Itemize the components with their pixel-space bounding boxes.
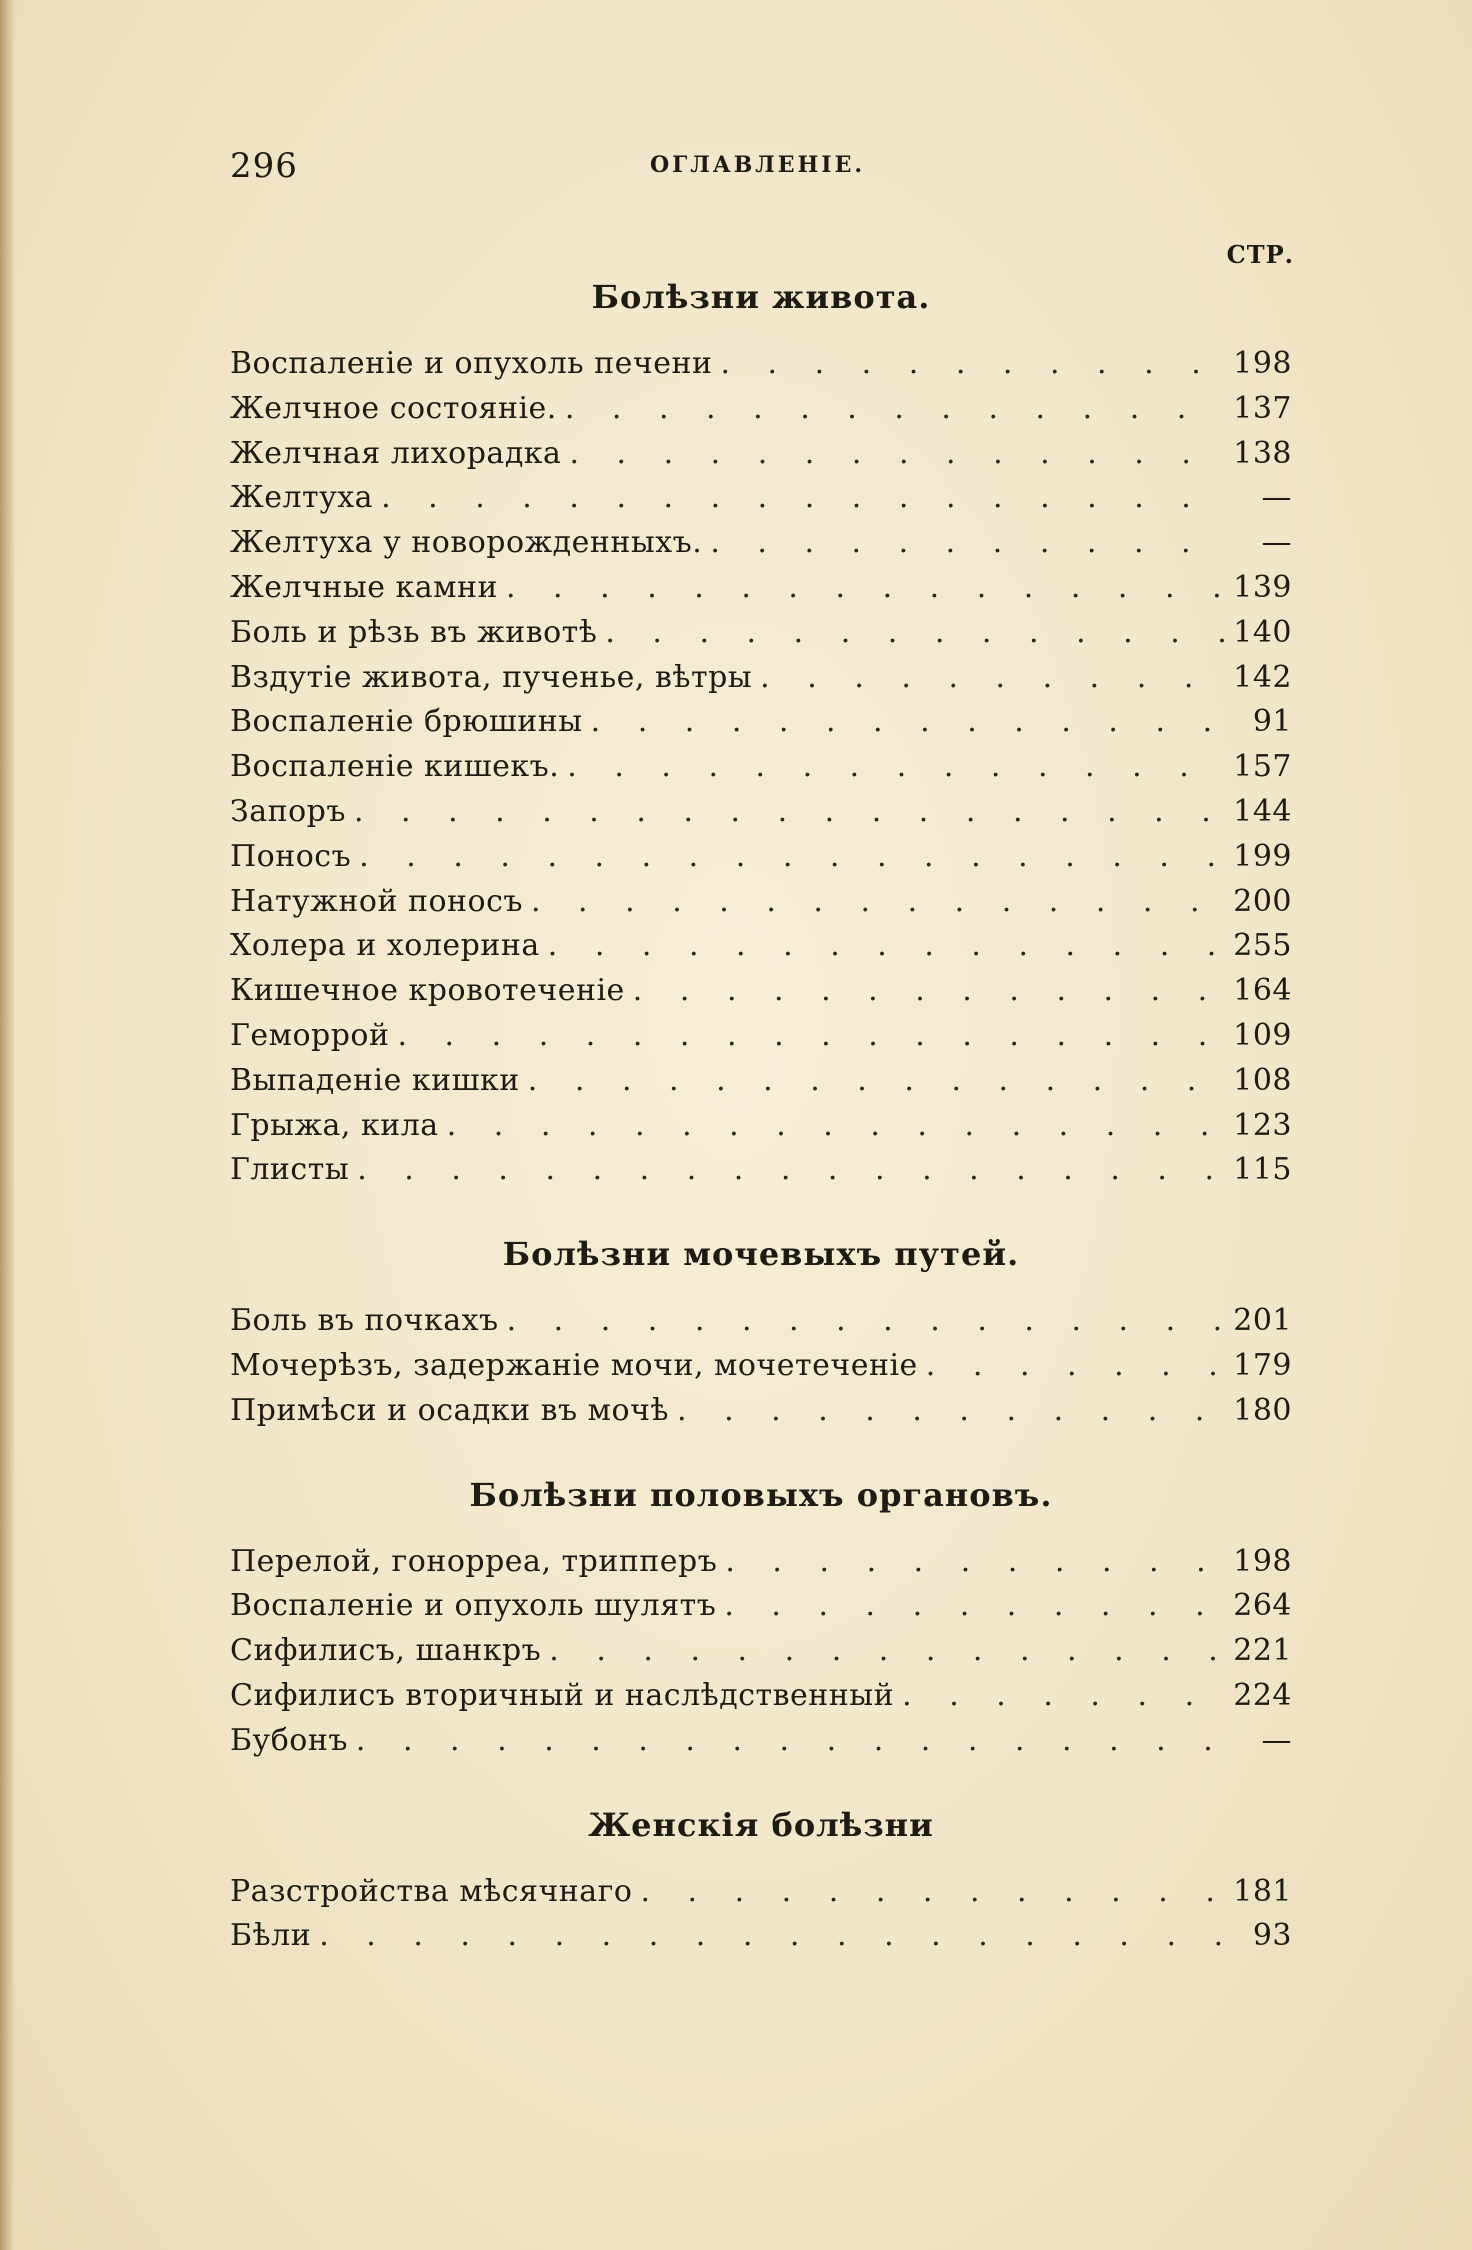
entry-label: Вздутіе живота, пученье, вѣтры xyxy=(230,659,753,695)
dot-leader xyxy=(528,1059,1225,1104)
entry-page: 139 xyxy=(1233,569,1292,605)
entry-label: Бубонъ xyxy=(230,1722,348,1758)
entry-label: Воспаленіе брюшины xyxy=(230,704,583,740)
entry-label: Желтуха у новорожденныхъ. xyxy=(230,525,703,561)
toc-entry xyxy=(230,1059,1292,1104)
entry-page: 264 xyxy=(1233,1588,1292,1624)
entry-page: 137 xyxy=(1233,390,1292,426)
entry-label: Бѣли xyxy=(230,1918,312,1954)
entry-label: Боль и рѣзь въ животѣ xyxy=(230,614,598,650)
entry-page: 181 xyxy=(1233,1873,1292,1909)
dot-leader xyxy=(605,611,1225,656)
toc-entry xyxy=(230,611,1292,656)
dot-leader xyxy=(565,387,1225,432)
dot-leader xyxy=(725,1540,1225,1585)
entry-page: 201 xyxy=(1233,1303,1292,1339)
section-title: Женскія болѣзни xyxy=(588,1805,934,1844)
entry-label: Сифилисъ вторичный и наслѣдственный xyxy=(230,1677,895,1713)
entry-label: Холера и холерина xyxy=(230,928,540,964)
entry-page: 200 xyxy=(1233,883,1292,919)
toc-entry xyxy=(230,924,1292,969)
toc-entry xyxy=(230,1148,1292,1193)
toc-entry xyxy=(230,880,1292,925)
entry-page: 108 xyxy=(1233,1062,1292,1098)
entry-page: 93 xyxy=(1252,1918,1292,1954)
dot-leader xyxy=(531,880,1225,925)
dot-leader xyxy=(447,1104,1226,1149)
entry-page: 164 xyxy=(1233,973,1292,1009)
entry-page: — xyxy=(1261,1722,1292,1758)
toc-entry xyxy=(230,1299,1292,1344)
entry-label: Желчные камни xyxy=(230,569,498,605)
dot-leader xyxy=(507,1299,1226,1344)
entry-page: — xyxy=(1261,480,1292,516)
toc-entry xyxy=(230,476,1292,521)
running-title: ОГЛАВЛЕНІЕ. xyxy=(649,152,866,178)
entry-label: Мочерѣзъ, задержаніе мочи, мочетеченіе xyxy=(230,1347,918,1383)
toc-entry xyxy=(230,1719,1292,1764)
dot-leader xyxy=(548,924,1225,969)
dot-leader xyxy=(724,1584,1225,1629)
entry-label: Запоръ xyxy=(230,793,346,829)
entry-label: Натужной поносъ xyxy=(230,883,523,919)
toc-entry xyxy=(230,1540,1292,1585)
toc-section xyxy=(230,1460,1292,1764)
entry-label: Воспаленіе кишекъ. xyxy=(230,749,560,785)
toc-entry xyxy=(230,342,1292,387)
entry-label: Разстройства мѣсячнаго xyxy=(230,1873,633,1909)
dot-leader xyxy=(359,835,1225,880)
dot-leader xyxy=(397,1014,1225,1059)
binding-edge xyxy=(0,0,14,2250)
dot-leader xyxy=(319,1914,1228,1959)
entry-page: 115 xyxy=(1233,1152,1292,1188)
entry-label: Сифилисъ, шанкръ xyxy=(230,1633,542,1669)
toc-entry xyxy=(230,521,1292,566)
entry-page: 157 xyxy=(1233,749,1292,785)
entry-page: 142 xyxy=(1233,659,1292,695)
section-title: Болѣзни половыхъ органовъ. xyxy=(469,1475,1053,1514)
dot-leader xyxy=(720,342,1225,387)
entry-page: 109 xyxy=(1233,1017,1292,1053)
entry-page: 91 xyxy=(1252,704,1292,740)
dot-leader xyxy=(357,1148,1225,1193)
toc-entry xyxy=(230,387,1292,432)
entry-page: — xyxy=(1261,525,1292,561)
entry-page: 123 xyxy=(1233,1107,1292,1143)
dot-leader xyxy=(677,1389,1225,1434)
toc-section xyxy=(230,262,1292,1193)
toc-entry xyxy=(230,1389,1292,1434)
entry-page: 198 xyxy=(1233,346,1292,381)
dot-leader xyxy=(506,566,1225,611)
entry-label: Кишечное кровотеченіе xyxy=(230,973,625,1009)
entry-label: Примѣси и осадки въ мочѣ xyxy=(230,1392,669,1428)
toc-section xyxy=(230,1790,1292,1960)
table-of-contents xyxy=(230,262,1292,1959)
dot-leader xyxy=(354,790,1225,835)
toc-entry xyxy=(230,1014,1292,1059)
entry-page: 144 xyxy=(1233,793,1292,829)
entry-page: 138 xyxy=(1233,435,1292,471)
toc-entry xyxy=(230,1914,1292,1959)
toc-entry xyxy=(230,790,1292,835)
entry-page: 180 xyxy=(1233,1392,1292,1428)
entry-label: Воспаленіе и опухоль шулятъ xyxy=(230,1588,717,1624)
toc-entry xyxy=(230,1344,1292,1389)
page-column-label: СТР. xyxy=(1226,240,1294,269)
entry-label: Геморрой xyxy=(230,1017,390,1053)
entry-label: Перелой, гонорреа, трипперъ xyxy=(230,1543,718,1579)
entry-page: 255 xyxy=(1233,928,1292,964)
entry-label: Глисты xyxy=(230,1152,350,1188)
dot-leader xyxy=(633,969,1225,1014)
toc-entry xyxy=(230,1674,1292,1719)
toc-entry xyxy=(230,1584,1292,1629)
entry-label: Воспаленіе и опухоль печени xyxy=(230,346,713,381)
entry-label: Выпаденіе кишки xyxy=(230,1062,520,1098)
entry-page: 140 xyxy=(1233,614,1292,650)
entry-label: Желчная лихорадка xyxy=(230,435,562,471)
entry-label: Желтуха xyxy=(230,480,374,516)
dot-leader xyxy=(569,432,1225,477)
entry-page: 198 xyxy=(1233,1543,1292,1579)
entry-page: 224 xyxy=(1233,1677,1292,1713)
section-title: Болѣзни живота. xyxy=(591,278,931,316)
entry-page: 199 xyxy=(1233,838,1292,874)
dot-leader xyxy=(591,700,1228,745)
dot-leader xyxy=(902,1674,1225,1719)
toc-entry xyxy=(230,745,1292,790)
toc-entry xyxy=(230,700,1292,745)
dot-leader xyxy=(356,1719,1228,1764)
toc-entry xyxy=(230,969,1292,1014)
entry-label: Боль въ почкахъ xyxy=(230,1303,499,1339)
dot-leader xyxy=(710,521,1228,566)
toc-entry xyxy=(230,1629,1292,1674)
entry-label: Грыжа, кила xyxy=(230,1107,439,1143)
toc-entry xyxy=(230,656,1292,701)
toc-entry xyxy=(230,835,1292,880)
section-title: Болѣзни мочевыхъ путей. xyxy=(502,1235,1020,1274)
entry-page: 221 xyxy=(1233,1633,1292,1669)
dot-leader xyxy=(640,1870,1225,1915)
entry-page: 179 xyxy=(1233,1347,1292,1383)
entry-label: Желчное состояніе. xyxy=(230,390,557,426)
toc-entry xyxy=(230,1870,1292,1915)
page-number: 296 xyxy=(230,146,298,186)
toc-entry xyxy=(230,432,1292,477)
dot-leader xyxy=(760,656,1225,701)
dot-leader xyxy=(926,1344,1225,1389)
toc-entry xyxy=(230,1104,1292,1149)
entry-label: Поносъ xyxy=(230,838,352,874)
dot-leader xyxy=(381,476,1228,521)
running-head xyxy=(230,146,1285,186)
toc-section xyxy=(230,1219,1292,1433)
dot-leader xyxy=(549,1629,1225,1674)
toc-entry xyxy=(230,566,1292,611)
dot-leader xyxy=(567,745,1225,790)
